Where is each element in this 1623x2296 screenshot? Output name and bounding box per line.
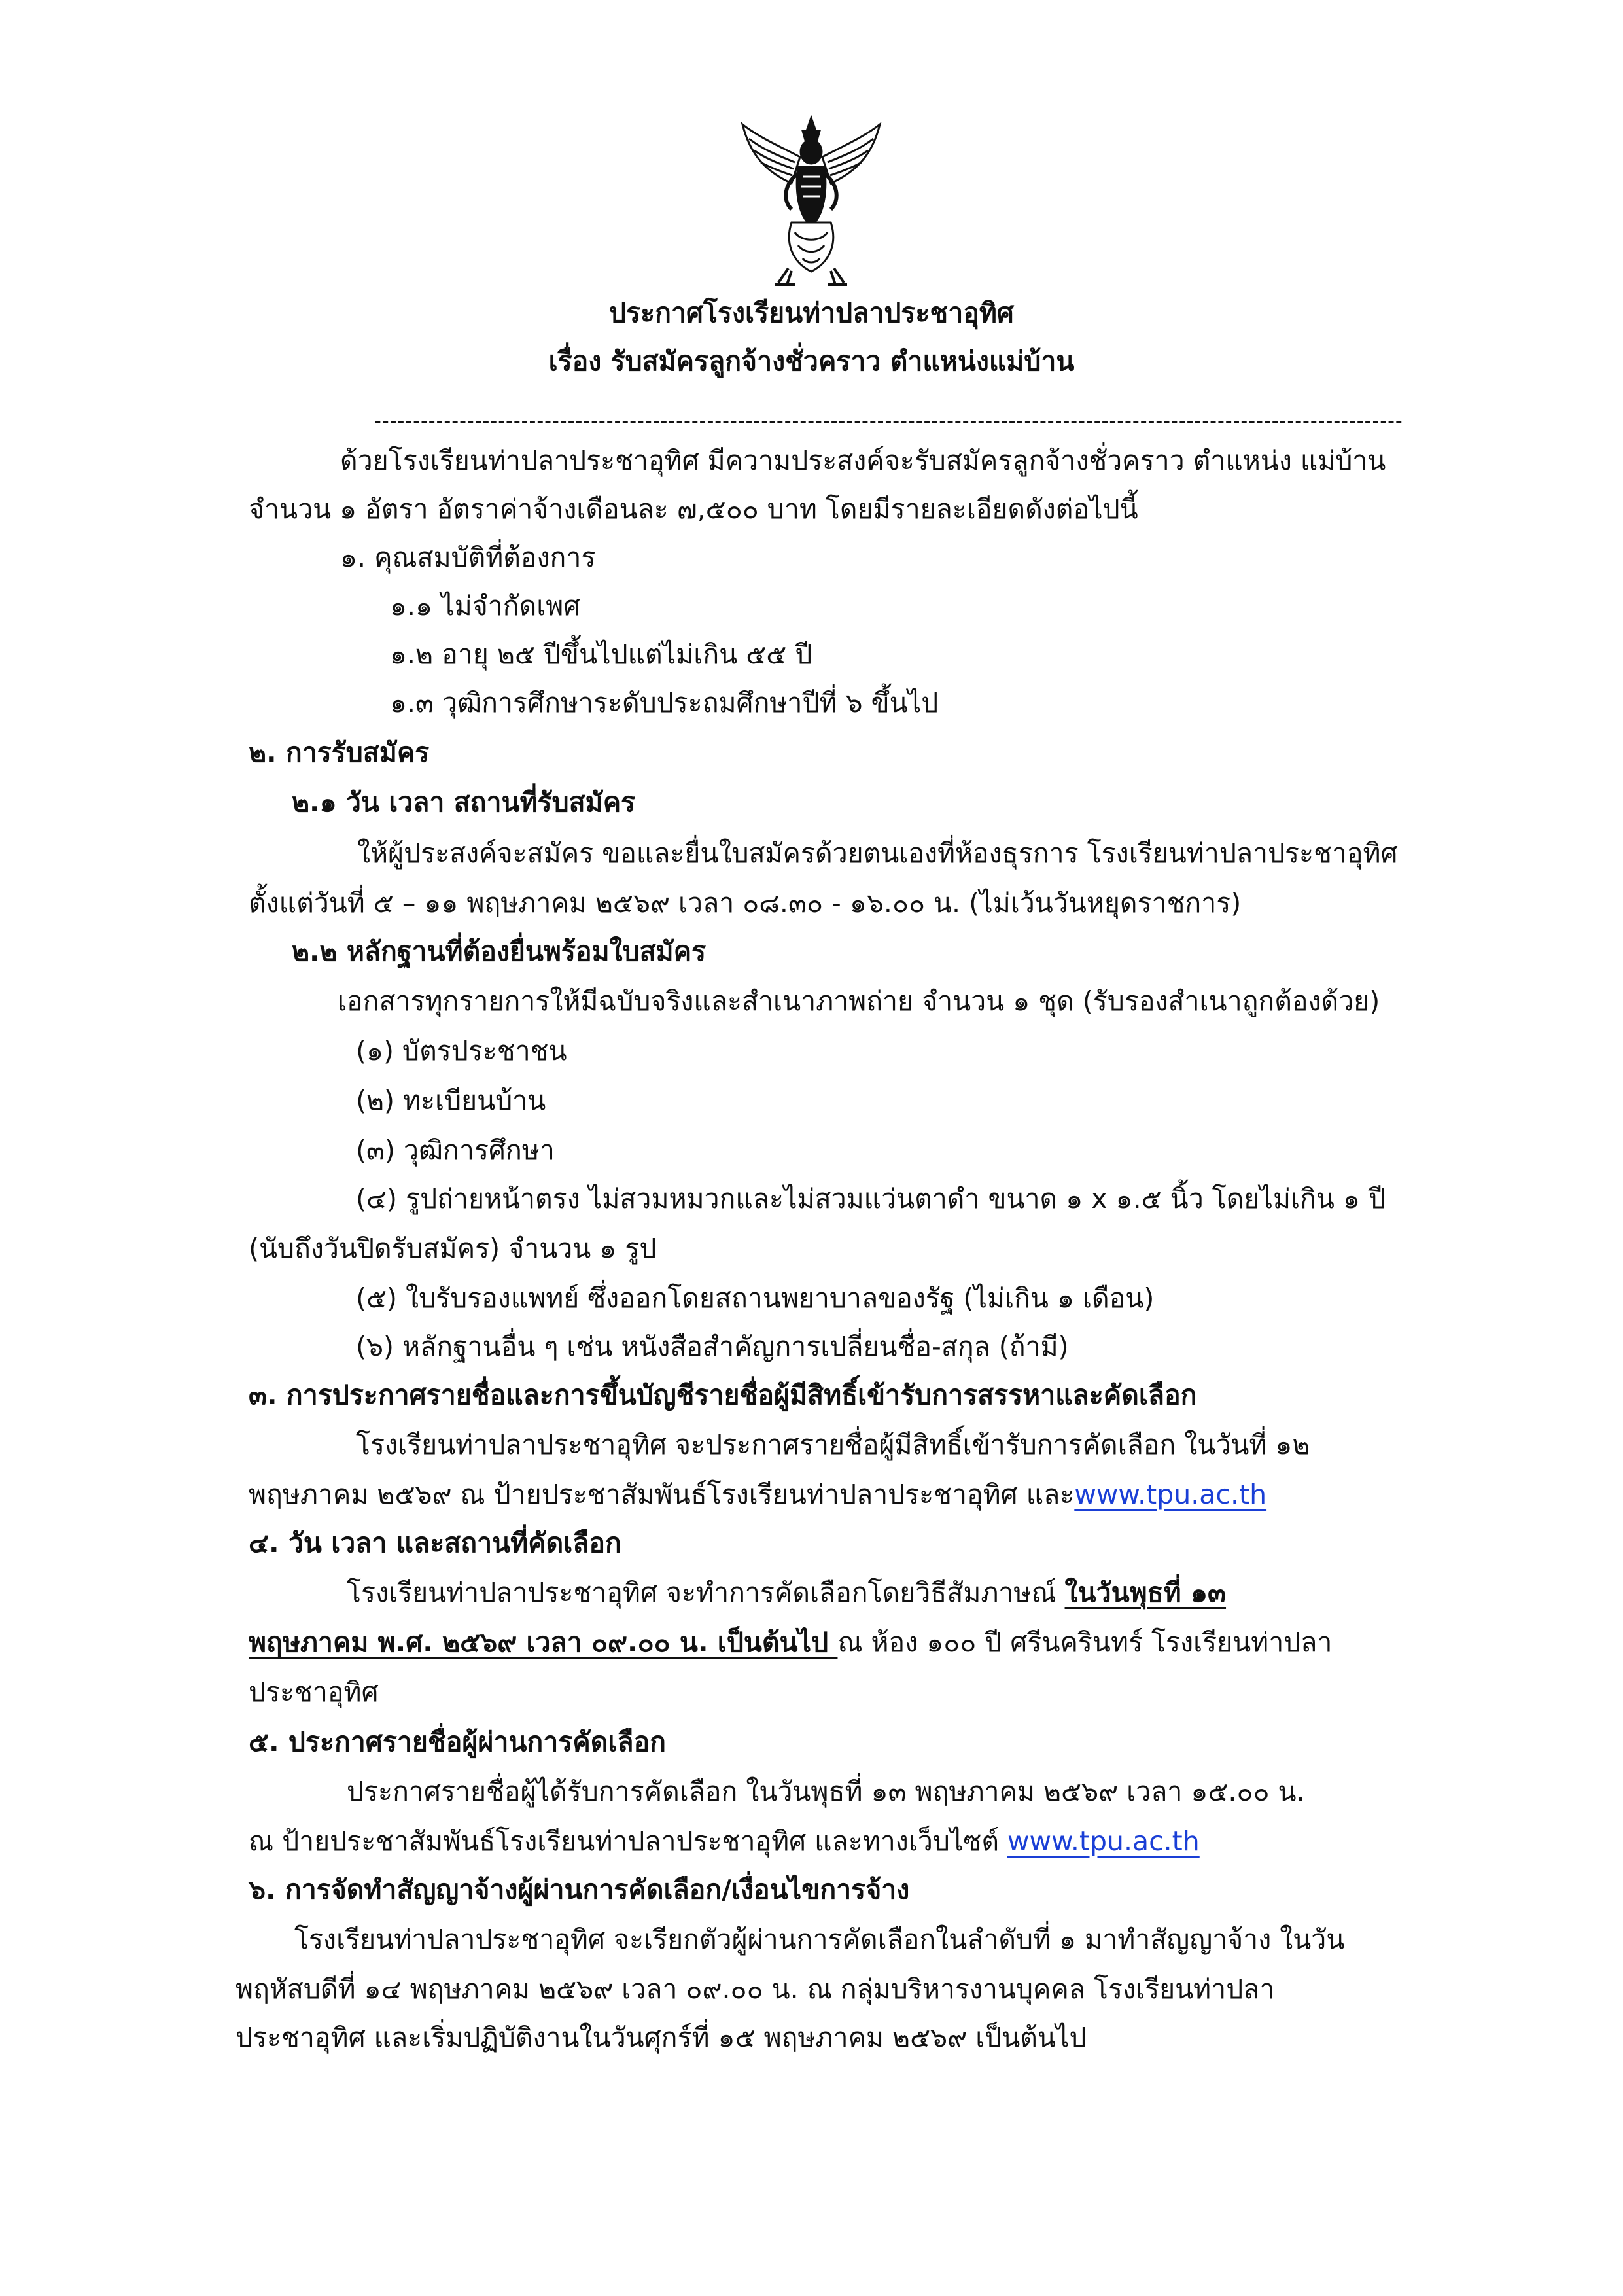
section-5-line-1: ประกาศรายชื่อผู้ได้รับการคัดเลือก ในวันพุธที่ ๑๓ พฤษภาคม ๒๕๖๙ เวลา ๑๕.๐๐ น. <box>347 1776 1305 1807</box>
section-2-1-line-1: ให้ผู้ประสงค์จะสมัคร ขอและยื่นใบสมัครด้วยตนเองที่ห้องธุรการ โรงเรียนท่าปลาประชาอุทิศ <box>357 838 1398 869</box>
document-list-item: (๕) ใบรับรองแพทย์ ซึ่งออกโดยสถานพยาบาลของรัฐ (ไม่เกิน ๑ เดือน) <box>356 1282 1155 1314</box>
section-6-heading: ๖. การจัดทำสัญญาจ้างผู้ผ่านการคัดเลือก/เงื่อนไขการจ้าง <box>249 1874 910 1905</box>
website-link[interactable]: www.tpu.ac.th <box>1074 1479 1267 1510</box>
document-list-item-continuation: (นับถึงวันปิดรับสมัคร) จำนวน ๑ รูป <box>249 1233 657 1264</box>
announcement-subject: เรื่อง รับสมัครลูกจ้างชั่วคราว ตำแหน่งแม่บ้าน <box>548 345 1075 377</box>
section-2-1-heading: ๒.๑ วัน เวลา สถานที่รับสมัคร <box>292 786 636 818</box>
section-3-line-2 <box>249 1475 1266 1514</box>
section-3-line-1: โรงเรียนท่าปลาประชาอุทิศ จะประกาศรายชื่อผู้มีสิทธิ์เข้ารับการคัดเลือก ในวันที่ ๑๒ <box>356 1429 1310 1460</box>
section-1-item: ๑.๒ อายุ ๒๕ ปีขึ้นไปแต่ไม่เกิน ๕๕ ปี <box>390 639 812 670</box>
section-5-heading: ๕. ประกาศรายชื่อผู้ผ่านการคัดเลือก <box>249 1726 666 1757</box>
garuda-emblem-icon <box>729 111 893 288</box>
section-4-line-2 <box>249 1623 1332 1662</box>
section-4-line-1 <box>347 1573 1226 1612</box>
divider-line: ------------------------------------------------------------------------------------------------------------------------------------- <box>374 410 1403 433</box>
section-3-heading: ๓. การประกาศรายชื่อและการขึ้นบัญชีรายชื่อผู้มีสิทธิ์เข้ารับการสรรหาและคัดเลือก <box>249 1379 1197 1411</box>
announcement-title: ประกาศโรงเรียนท่าปลาประชาอุทิศ <box>609 297 1014 328</box>
section-4-heading: ๔. วัน เวลา และสถานที่คัดเลือก <box>249 1527 621 1559</box>
section-3-line-2-text: พฤษภาคม ๒๕๖๙ ณ ป้ายประชาสัมพันธ์โรงเรียนท่าปลาประชาอุทิศ และ <box>249 1479 1075 1510</box>
section-4-line-2-text: ณ ห้อง ๑๐๐ ปี ศรีนครินทร์ โรงเรียนท่าปลา <box>837 1627 1333 1658</box>
intro-line-1: ด้วยโรงเรียนท่าปลาประชาอุทิศ มีความประสงค์จะรับสมัครลูกจ้างชั่วคราว ตำแหน่ง แม่บ้าน <box>340 445 1386 476</box>
section-1-item: ๑.๑ ไม่จำกัดเพศ <box>390 590 581 622</box>
interview-time-emphasis: พฤษภาคม พ.ศ. ๒๕๖๙ เวลา ๐๙.๐๐ น. เป็นต้นไป <box>249 1627 838 1658</box>
document-list-item: (๖) หลักฐานอื่น ๆ เช่น หนังสือสำคัญการเปลี่ยนชื่อ-สกุล (ถ้ามี) <box>356 1331 1069 1362</box>
document-list-item: (๔) รูปถ่ายหน้าตรง ไม่สวมหมวกและไม่สวมแว่นตาดำ ขนาด ๑ x ๑.๕ นิ้ว โดยไม่เกิน ๑ ปี <box>356 1183 1386 1214</box>
section-6-line-2: พฤหัสบดีที่ ๑๔ พฤษภาคม ๒๕๖๙ เวลา ๐๙.๐๐ น. ณ กลุ่มบริหารงานบุคคล โรงเรียนท่าปลา <box>236 1973 1275 2005</box>
section-6-line-3: ประชาอุทิศ และเริ่มปฏิบัติงานในวันศุกร์ที่ ๑๕ พฤษภาคม ๒๕๖๙ เป็นต้นไป <box>236 2022 1087 2053</box>
section-1-item: ๑.๓ วุฒิการศึกษาระดับประถมศึกษาปีที่ ๖ ขึ้นไป <box>390 687 939 718</box>
document-list-item: (๑) บัตรประชาชน <box>356 1035 567 1067</box>
section-2-2-heading: ๒.๒ หลักฐานที่ต้องยื่นพร้อมใบสมัคร <box>292 936 707 967</box>
document-list-item: (๓) วุฒิการศึกษา <box>356 1135 555 1166</box>
website-link[interactable]: www.tpu.ac.th <box>1007 1826 1200 1857</box>
section-6-line-1: โรงเรียนท่าปลาประชาอุทิศ จะเรียกตัวผู้ผ่านการคัดเลือกในลำดับที่ ๑ มาทำสัญญาจ้าง ในวัน <box>294 1924 1345 1955</box>
section-5-line-2 <box>249 1822 1200 1861</box>
intro-line-2: จำนวน ๑ อัตรา อัตราค่าจ้างเดือนละ ๗,๕๐๐ บาท โดยมีรายละเอียดดังต่อไปนี้ <box>249 493 1138 525</box>
section-5-line-2-text: ณ ป้ายประชาสัมพันธ์โรงเรียนท่าปลาประชาอุทิศ และทางเว็บไซต์ <box>249 1826 1007 1857</box>
section-4-line-1-text: โรงเรียนท่าปลาประชาอุทิศ จะทำการคัดเลือกโดยวิธีสัมภาษณ์ <box>347 1577 1065 1608</box>
document-list-item: (๒) ทะเบียนบ้าน <box>356 1085 546 1116</box>
section-2-2-intro: เอกสารทุกรายการให้มีฉบับจริงและสำเนาภาพถ่าย จำนวน ๑ ชุด (รับรองสำเนาถูกต้องด้วย) <box>338 985 1380 1017</box>
interview-date-emphasis: ในวันพุธที่ ๑๓ <box>1064 1577 1227 1608</box>
section-1-heading: ๑. คุณสมบัติที่ต้องการ <box>340 542 596 573</box>
section-2-heading: ๒. การรับสมัคร <box>249 737 430 768</box>
section-4-line-3: ประชาอุทิศ <box>249 1676 379 1708</box>
section-2-1-line-2: ตั้งแต่วันที่ ๕ – ๑๑ พฤษภาคม ๒๕๖๙ เวลา ๐๘.๓๐ - ๑๖.๐๐ น. (ไม่เว้นวันหยุดราชการ) <box>249 887 1242 919</box>
